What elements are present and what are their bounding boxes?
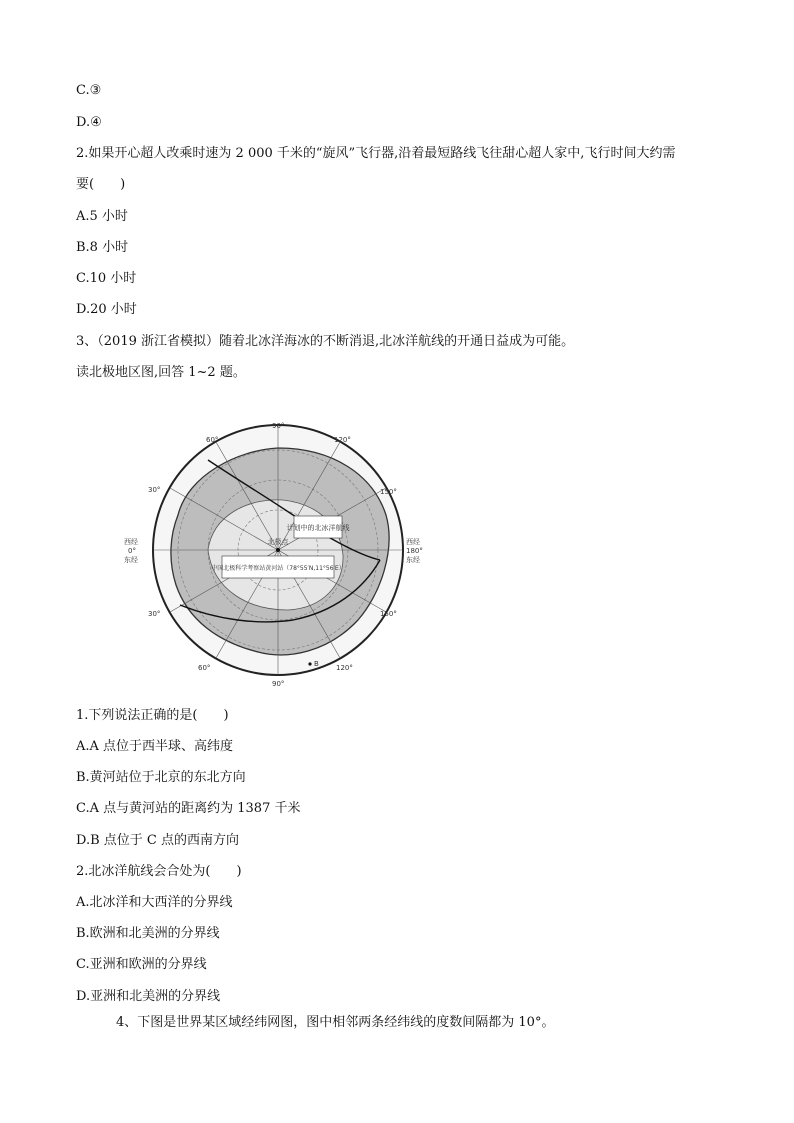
label-east-left: 东经 <box>124 556 138 564</box>
option-b-q2b: B.欧洲和北美洲的分界线 <box>76 926 220 941</box>
label-30-left-lower: 30° <box>148 610 161 618</box>
label-zero: 0° <box>128 547 136 555</box>
arctic-map-svg <box>118 420 438 700</box>
label-east-right: 东经 <box>406 556 420 564</box>
option-c-q2: C.10 小时 <box>76 271 137 286</box>
label-120-top-right: 120° <box>334 436 351 444</box>
option-d-q1b: D.B 点位于 C 点的西南方向 <box>76 833 239 848</box>
label-120-bottom-right: 120° <box>336 664 353 672</box>
label-60-top-left: 60° <box>206 436 219 444</box>
option-d-q2: D.20 小时 <box>76 302 137 317</box>
label-90-top: 90° <box>272 422 285 430</box>
option-c-q2b: C.亚洲和欧洲的分界线 <box>76 957 207 972</box>
label-90-bottom: 90° <box>272 680 285 688</box>
arctic-map-figure <box>118 420 438 700</box>
label-west-left: 西经 <box>124 538 138 546</box>
option-d-q1: D.④ <box>76 115 102 130</box>
route-label: 计划中的北冰洋航线 <box>286 524 350 532</box>
question-2-stem-cont: 要( ) <box>76 177 126 192</box>
label-west-right: 西经 <box>406 538 420 546</box>
option-c-q1b: C.A 点与黄河站的距离约为 1387 千米 <box>76 801 301 816</box>
label-180: 180° <box>406 547 423 555</box>
station-label: 中国北极科学考察站黄河站（78°55′N,11°56′E） <box>211 565 345 572</box>
q1-stem: 1.下列说法正确的是( ) <box>76 708 229 723</box>
section-4-intro: 4、下图是世界某区域经纬网图，图中相邻两条经纬线的度数间隔都为 10°。 <box>116 1015 555 1030</box>
point-b-label: B <box>314 660 319 668</box>
section-3-instruction: 读北极地区图,回答 1~2 题。 <box>76 365 246 380</box>
label-150-right-lower: 150° <box>380 610 397 618</box>
label-30-left-upper: 30° <box>148 486 161 494</box>
option-c-q1: C.③ <box>76 83 102 98</box>
option-a-q2b: A.北冰洋和大西洋的分界线 <box>76 895 233 910</box>
option-a-q2: A.5 小时 <box>76 209 128 224</box>
section-3-intro: 3、（2019 浙江省模拟）随着北冰洋海冰的不断消退,北冰洋航线的开通日益成为可能。 <box>76 334 575 349</box>
option-a-q1b: A.A 点位于西半球、高纬度 <box>76 739 234 754</box>
north-pole-point <box>276 548 280 552</box>
question-2-stem: 2.如果开心超人改乘时速为 2 000 千米的“旋风”飞行器,沿着最短路线飞往甜心超人家中,飞行时间大约需 <box>76 146 676 161</box>
option-b-q1b: B.黄河站位于北京的东北方向 <box>76 770 246 785</box>
label-150-right-upper: 150° <box>380 488 397 496</box>
option-b-q2: B.8 小时 <box>76 240 129 255</box>
north-pole-label: 北极点 <box>267 538 289 546</box>
q2b-stem: 2.北冰洋航线会合处为( ) <box>76 864 242 879</box>
point-b-marker <box>308 662 311 665</box>
label-60-bottom-left: 60° <box>198 664 211 672</box>
option-d-q2b: D.亚洲和北美洲的分界线 <box>76 989 221 1004</box>
